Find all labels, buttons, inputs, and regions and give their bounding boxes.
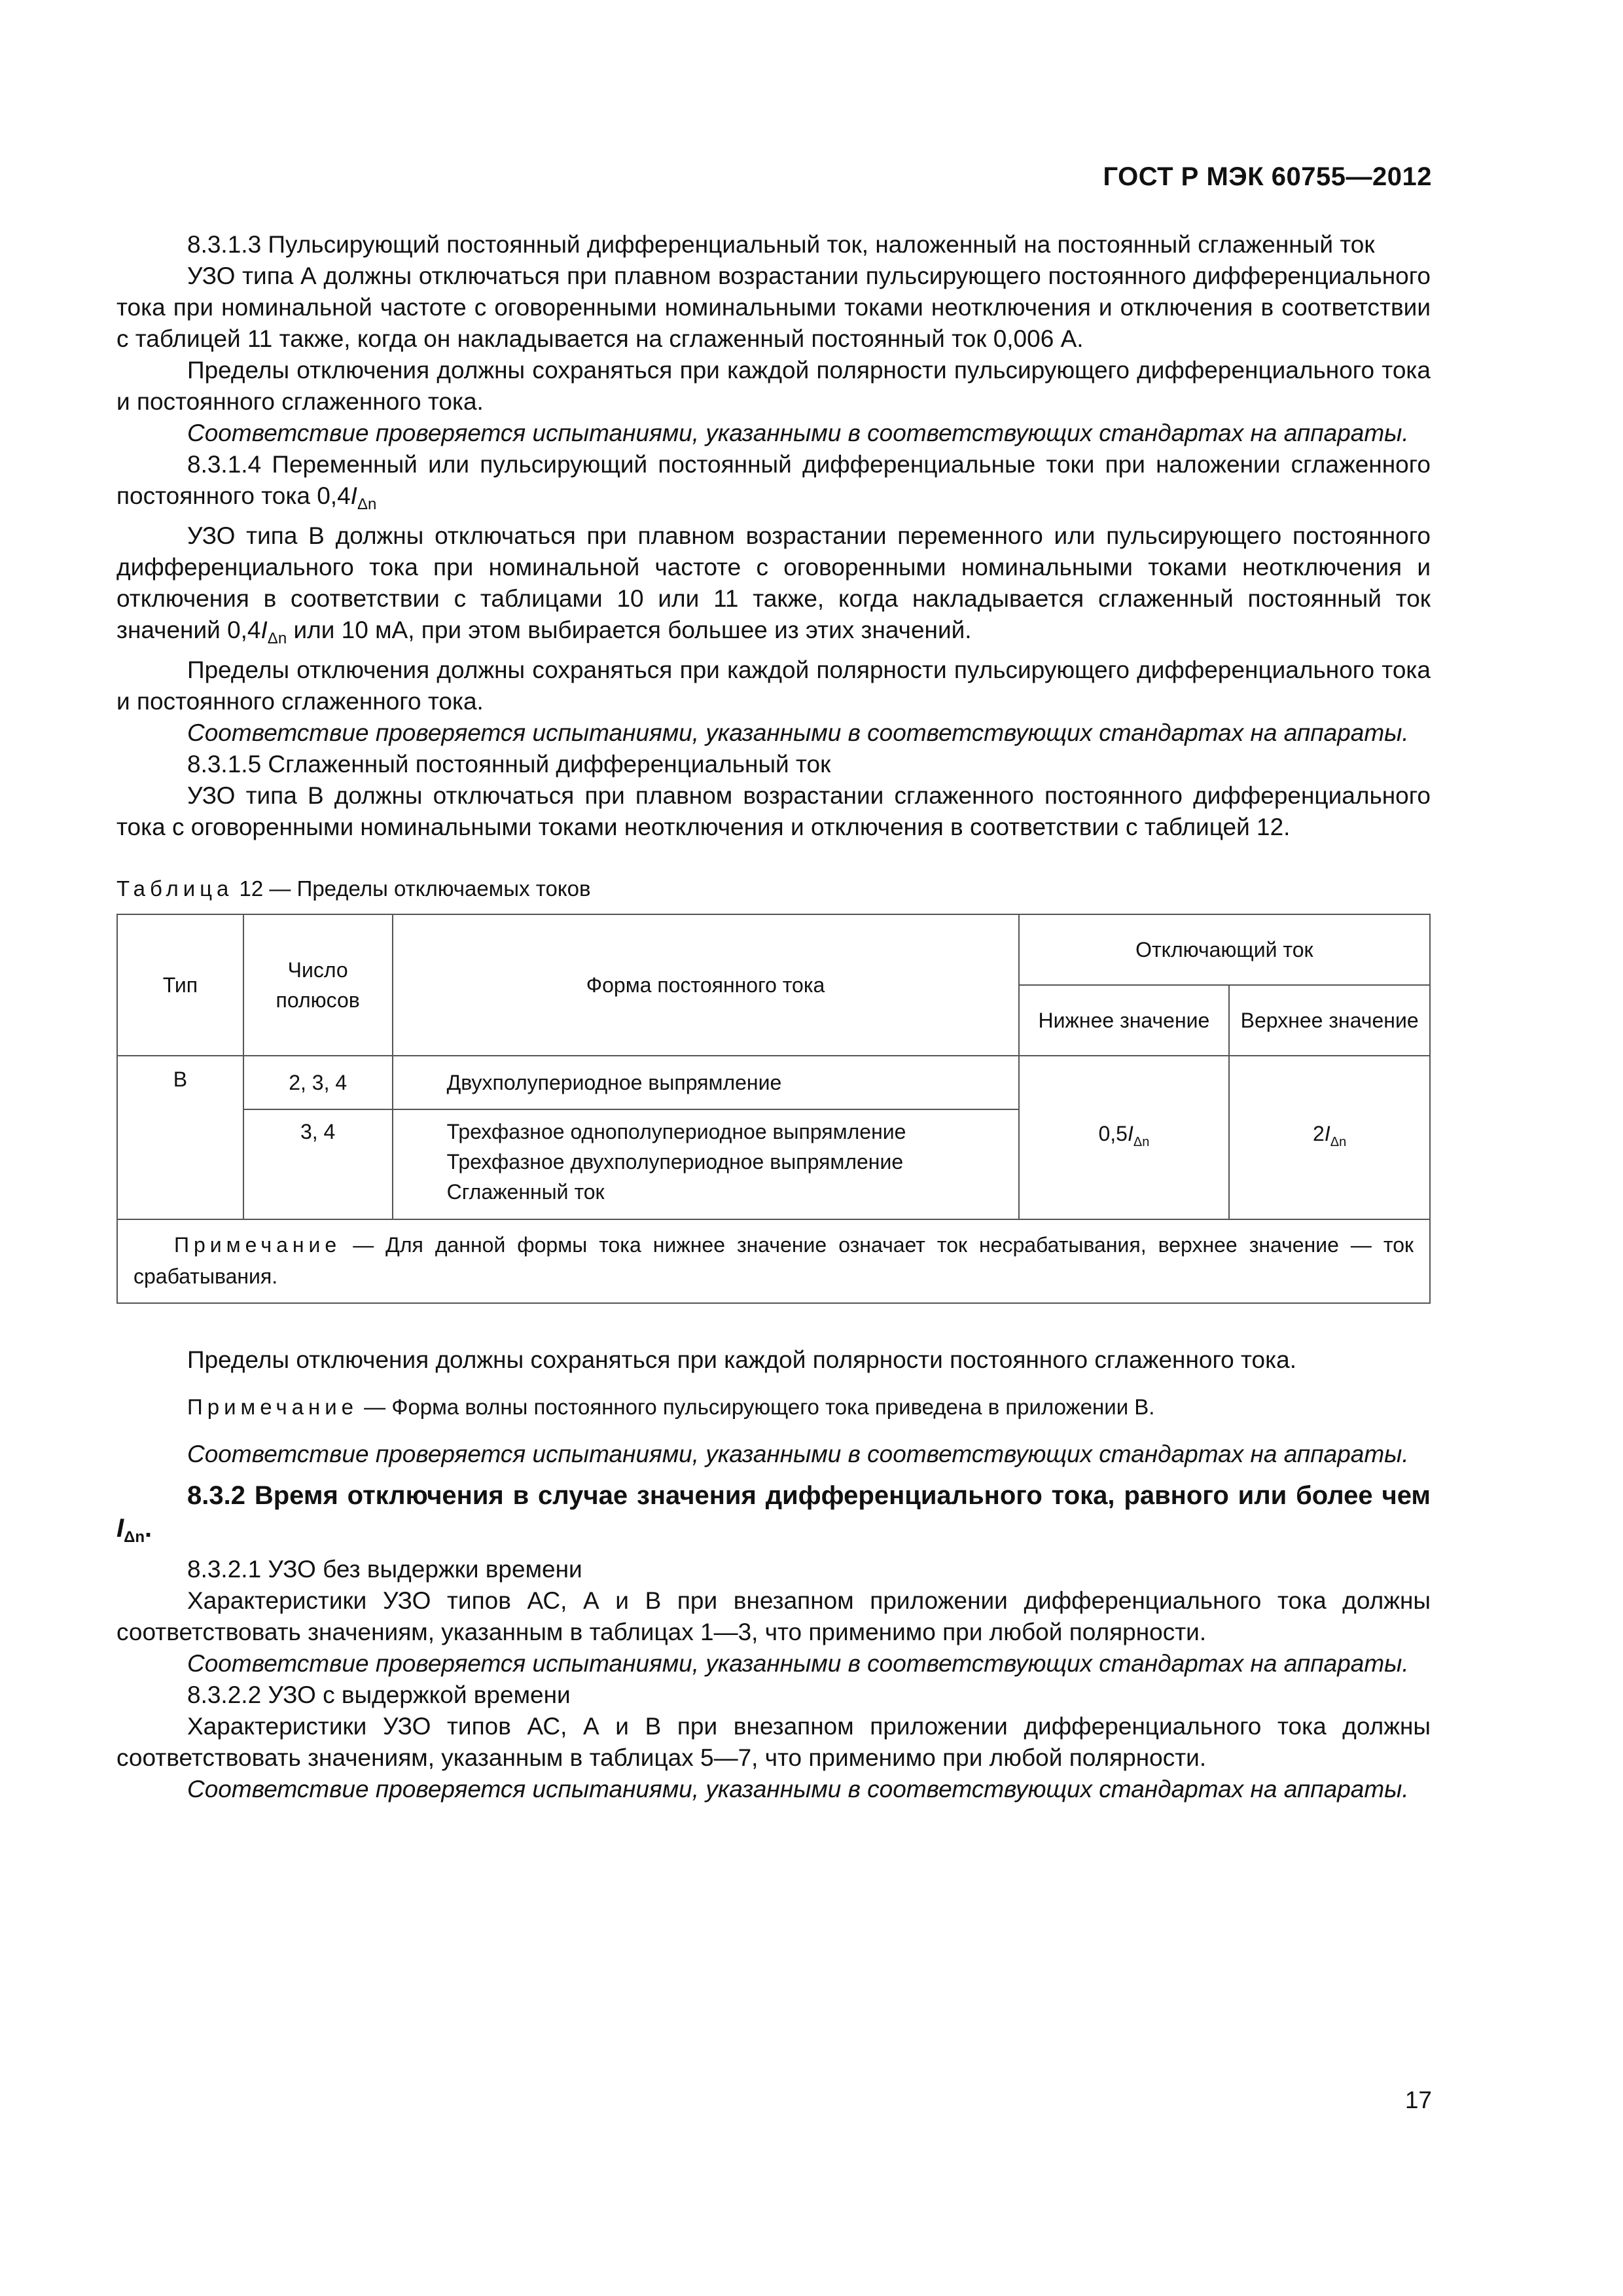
symbol-dn: Δn [267,630,287,647]
clause-8-3-2-1: 8.3.2.1 УЗО без выдержки времени [187,1556,582,1583]
symbol-i: I [260,617,268,643]
symbol-dn: Δn [357,495,377,513]
paragraph-text: или 10 мА, при этом выбирается большее из этих значений. [287,617,972,643]
header-high-value: Верхнее значение [1229,985,1430,1056]
form-line: Трехфазное однополупериодное выпрямление [446,1120,906,1143]
header-poles: Число полюсов [243,914,393,1056]
symbol-i: I [116,1514,124,1543]
compliance-note: Соответствие проверяется испытаниями, указанными в соответствующих стандартах на аппараты. [187,719,1409,746]
clause-8-3-2-2: 8.3.2.2 УЗО с выдержкой времени [187,1681,571,1708]
cell-form: Двухполупериодное выпрямление [393,1056,1019,1109]
document-body [116,229,1431,1805]
high-value: 2 [1313,1121,1325,1145]
cell-poles: 3, 4 [243,1109,393,1219]
cell-high-value [1229,1056,1430,1219]
paragraph: Характеристики УЗО типов АС, А и В при внезапном приложении дифференциального тока должны соответствовать значениям, указанным в таблицах 5—7, что применимо при любой полярности. [116,1713,1431,1771]
header-trip-current: Отключающий ток [1019,914,1430,985]
symbol-dn: Δn [1133,1134,1150,1149]
form-line: Сглаженный ток [446,1180,605,1204]
header-type: Тип [117,914,243,1056]
table-note [117,1219,1430,1303]
table-caption-text: 12 — Пределы отключаемых токов [233,876,591,901]
cell-type: B [117,1056,243,1219]
paragraph: Характеристики УЗО типов АС, А и В при внезапном приложении дифференциального тока должны соответствовать значениям, указанным в таблицах 1—3, что применимо при любой полярности. [116,1587,1431,1645]
paragraph: УЗО типа А должны отключаться при плавном возрастании пульсирующего постоянного дифференциального тока при номинальной частоте с оговоренными номинальными токами неотключения и отключения в соответствии с таблицей 11 также, когда он накладывается на сглаженный постоянный ток 0,006 А. [116,262,1431,352]
table-note-text [134,1229,1414,1292]
symbol-i: I [1127,1121,1133,1145]
paragraph: УЗО типа В должны отключаться при плавном возрастании сглаженного постоянного дифференциального тока с оговоренными номинальными токами неотключения и отключения в соответствии с таблицей 12. [116,782,1431,840]
document-header: ГОСТ Р МЭК 60755—2012 [1103,162,1432,191]
note [116,1393,1431,1422]
compliance-note: Соответствие проверяется испытаниями, указанными в соответствующих стандартах на аппараты. [187,1650,1409,1677]
paragraph: Пределы отключения должны сохраняться при каждой полярности пульсирующего дифференциального тока и постоянного сглаженного тока. [116,357,1431,415]
page-number: 17 [1404,2087,1432,2113]
note-text: — Для данной формы тока нижнее значение означает ток несрабатывания, верхнее значение — ток срабатывания. [134,1233,1414,1288]
note-word: Примечание [187,1395,359,1419]
symbol-i: I [1324,1121,1330,1145]
symbol-dn: Δn [124,1528,145,1546]
compliance-note: Соответствие проверяется испытаниями, указанными в соответствующих стандартах на аппараты. [187,420,1409,446]
cell-form [393,1109,1019,1219]
paragraph-text: УЗО типа В должны отключаться при плавном возрастании переменного или пульсирующего постоянного дифференциального тока при номинальной частоте с оговоренными номинальными токами неотключения и отключения в соответствии с таблицами 10 или 11 также, когда накладывается сглаженный постоянный ток значений 0,4 [116,522,1431,643]
symbol-dn: Δn [1330,1134,1347,1149]
clause-8-3-1-5: 8.3.1.5 Сглаженный постоянный дифференциальный ток [187,751,831,778]
form-line: Трехфазное двухполупериодное выпрямление [446,1150,904,1174]
header-form: Форма постоянного тока [393,914,1019,1056]
clause-8-3-1-3: 8.3.1.3 Пульсирующий постоянный дифференциальный ток, наложенный на постоянный сглаженный ток [187,231,1375,258]
paragraph: Пределы отключения должны сохраняться при каждой полярности постоянного сглаженного тока. [187,1346,1296,1373]
note-word: Примечание [174,1233,342,1257]
heading-end: . [145,1514,152,1543]
compliance-note: Соответствие проверяется испытаниями, указанными в соответствующих стандартах на аппараты. [187,1441,1409,1467]
heading-text: 8.3.2 Время отключения в случае значения дифференциального тока, равного или более чем [187,1481,1431,1510]
header-low-value: Нижнее значение [1019,985,1230,1056]
symbol-i: I [350,482,357,509]
paragraph: Пределы отключения должны сохраняться при каждой полярности пульсирующего дифференциального тока и постоянного сглаженного тока. [116,656,1431,715]
low-value: 0,5 [1098,1121,1128,1145]
table-caption [116,876,1431,902]
clause-8-3-2-heading [116,1479,1431,1554]
clause-text: 8.3.1.4 Переменный или пульсирующий постоянный дифференциальные токи при наложении сглаженного постоянного тока 0,4 [116,451,1431,509]
paragraph [116,520,1431,655]
compliance-note: Соответствие проверяется испытаниями, указанными в соответствующих стандартах на аппараты. [187,1776,1409,1803]
note-text: — Форма волны постоянного пульсирующего тока приведена в приложении В. [358,1395,1155,1419]
cell-poles: 2, 3, 4 [243,1056,393,1109]
cell-low-value [1019,1056,1230,1219]
table-caption-word: Таблица [116,876,234,901]
clause-8-3-1-4 [116,449,1431,520]
table-12 [116,914,1431,1304]
